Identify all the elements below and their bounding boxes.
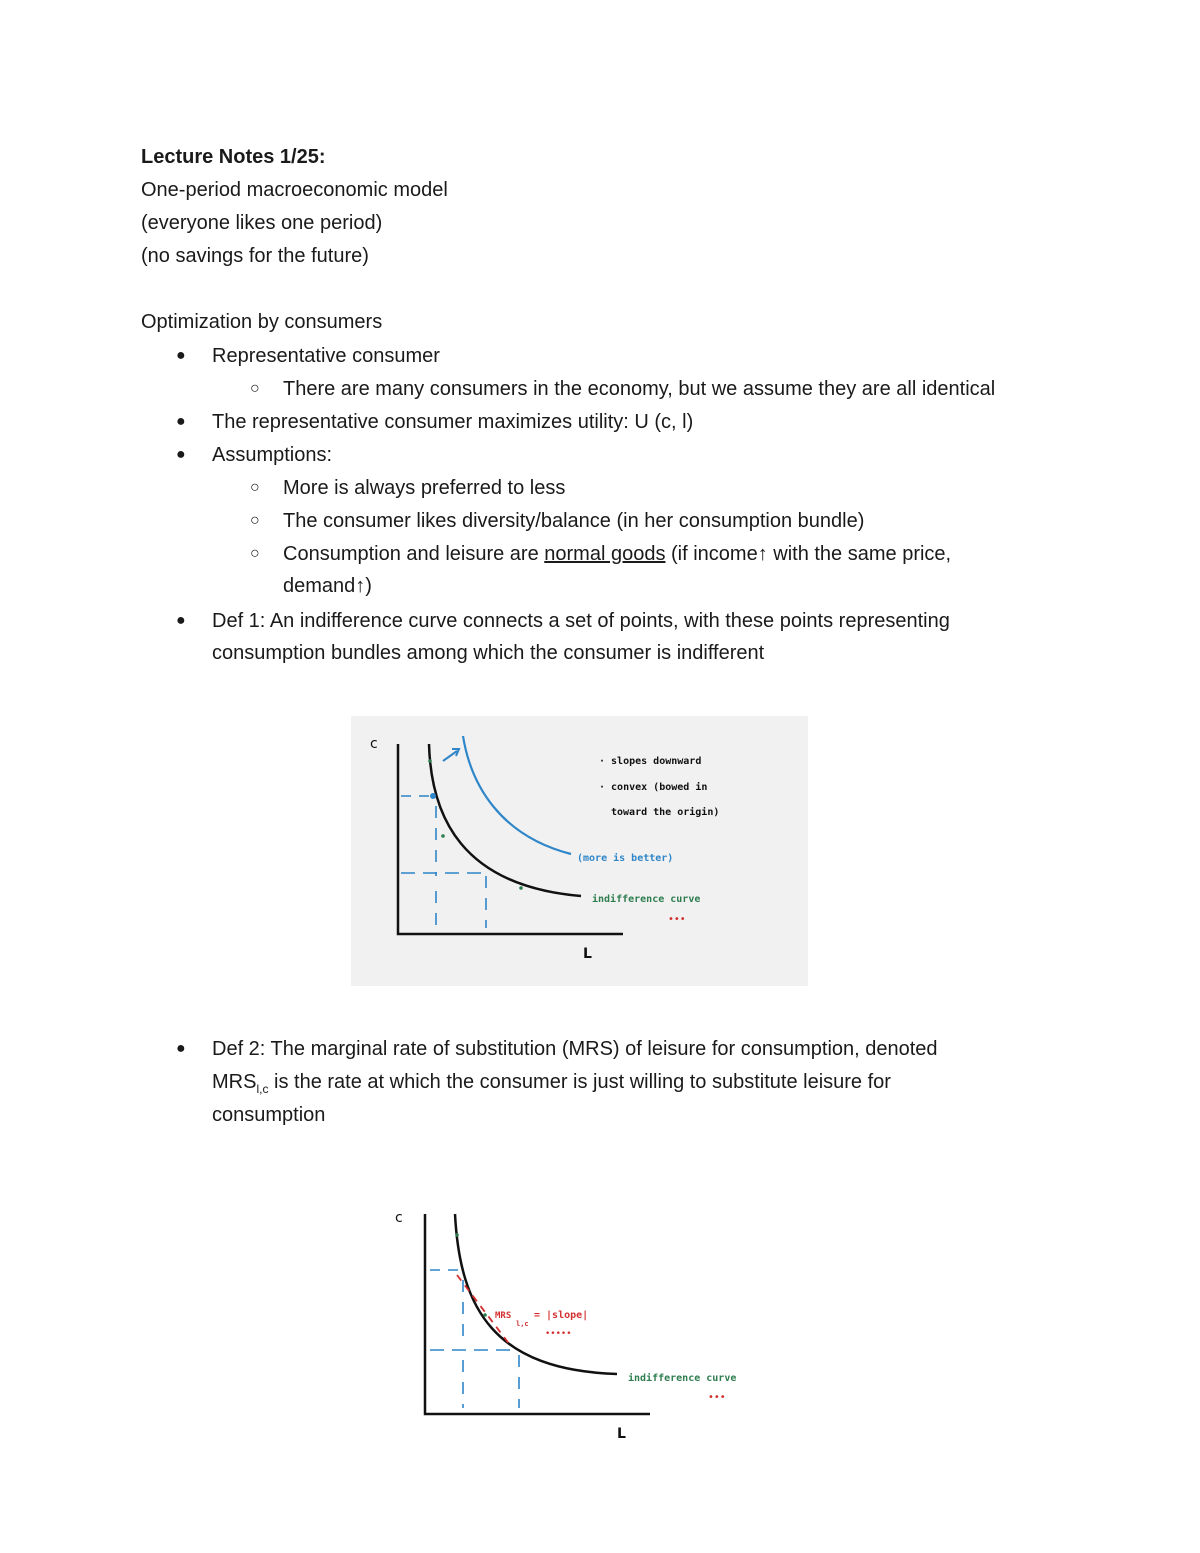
sub-bullet-many-consumers: There are many consumers in the economy, but we assume they are all identical xyxy=(283,378,996,400)
curve-point xyxy=(428,759,432,763)
curve-point xyxy=(441,834,445,838)
x-axis-label: L xyxy=(617,1426,626,1442)
def1-line-1: Def 1: An indifference curve connects a set of points, with these points representing xyxy=(212,610,950,632)
sub-bullet-more-preferred: More is always preferred to less xyxy=(283,477,566,499)
x-axis-label: L xyxy=(583,946,592,962)
note-slopes-downward: · slopes downward xyxy=(599,756,702,767)
intro-line-2: (everyone likes one period) xyxy=(141,212,383,234)
circle-bullet-icon: ○ xyxy=(250,479,260,496)
mrs-red-dots: ••••• xyxy=(545,1329,572,1339)
curve-point xyxy=(483,1313,487,1317)
curve-point-blue xyxy=(430,793,436,799)
page-title: Lecture Notes 1/25: xyxy=(141,146,326,168)
mrs-figure-2 xyxy=(385,1200,765,1450)
circle-bullet-icon: ○ xyxy=(250,380,260,397)
tangent-slope-line xyxy=(457,1275,510,1345)
def2-line-3: consumption xyxy=(212,1104,326,1126)
bullet-icon: ● xyxy=(176,347,186,364)
bullet-maximizes-utility: The representative consumer maximizes utility: U (c, l) xyxy=(212,411,694,433)
circle-bullet-icon: ○ xyxy=(250,545,260,562)
mrs-subscript: l,c xyxy=(516,1320,529,1328)
circle-bullet-icon: ○ xyxy=(250,512,260,529)
def1-line-2: consumption bundles among which the consumer is indifferent xyxy=(212,642,765,664)
normal-goods-underlined: normal goods xyxy=(544,543,666,565)
label-more-is-better: (more is better) xyxy=(577,853,674,864)
label-indifference-curve: indifference curve xyxy=(628,1373,737,1384)
note-toward-origin: toward the origin) xyxy=(611,807,720,818)
mrs-label: MRS xyxy=(495,1311,512,1321)
intro-line-1: One-period macroeconomic model xyxy=(141,179,448,201)
mrs-equals-slope: = |slope| xyxy=(534,1310,589,1321)
bullet-icon: ● xyxy=(176,1040,186,1057)
sub-bullet-normal-goods: Consumption and leisure are normal goods (if income↑ with the same price, xyxy=(283,543,952,565)
def2-line-1: Def 2: The marginal rate of substitution (MRS) of leisure for consumption, denoted xyxy=(212,1038,938,1060)
note-convex: · convex (bowed in xyxy=(599,782,708,793)
curve-point xyxy=(519,886,523,890)
section-heading: Optimization by consumers xyxy=(141,311,383,333)
bullet-representative-consumer: Representative consumer xyxy=(212,345,440,367)
y-axis-label: c xyxy=(395,1210,403,1226)
def2-line-2: $MRS_{l,c}$ is the rate at which the consumer is just willing to substitute leisure for xyxy=(212,1071,891,1096)
red-dots: ••• xyxy=(668,914,686,925)
label-indifference-curve: indifference curve xyxy=(592,894,701,905)
bullet-assumptions: Assumptions: xyxy=(212,444,333,466)
bullet-icon: ● xyxy=(176,446,186,463)
y-axis-label: c xyxy=(370,736,378,752)
bullet-icon: ● xyxy=(176,413,186,430)
figure-background xyxy=(351,716,808,986)
bullet-icon: ● xyxy=(176,612,186,629)
curve-point xyxy=(455,1233,459,1237)
red-dots: ••• xyxy=(708,1392,726,1403)
sub-bullet-normal-goods-cont: demand↑) xyxy=(283,575,372,597)
indifference-curve-figure-1 xyxy=(351,716,808,986)
sub-bullet-diversity: The consumer likes diversity/balance (in her consumption bundle) xyxy=(283,510,865,532)
intro-line-3: (no savings for the future) xyxy=(141,245,369,267)
